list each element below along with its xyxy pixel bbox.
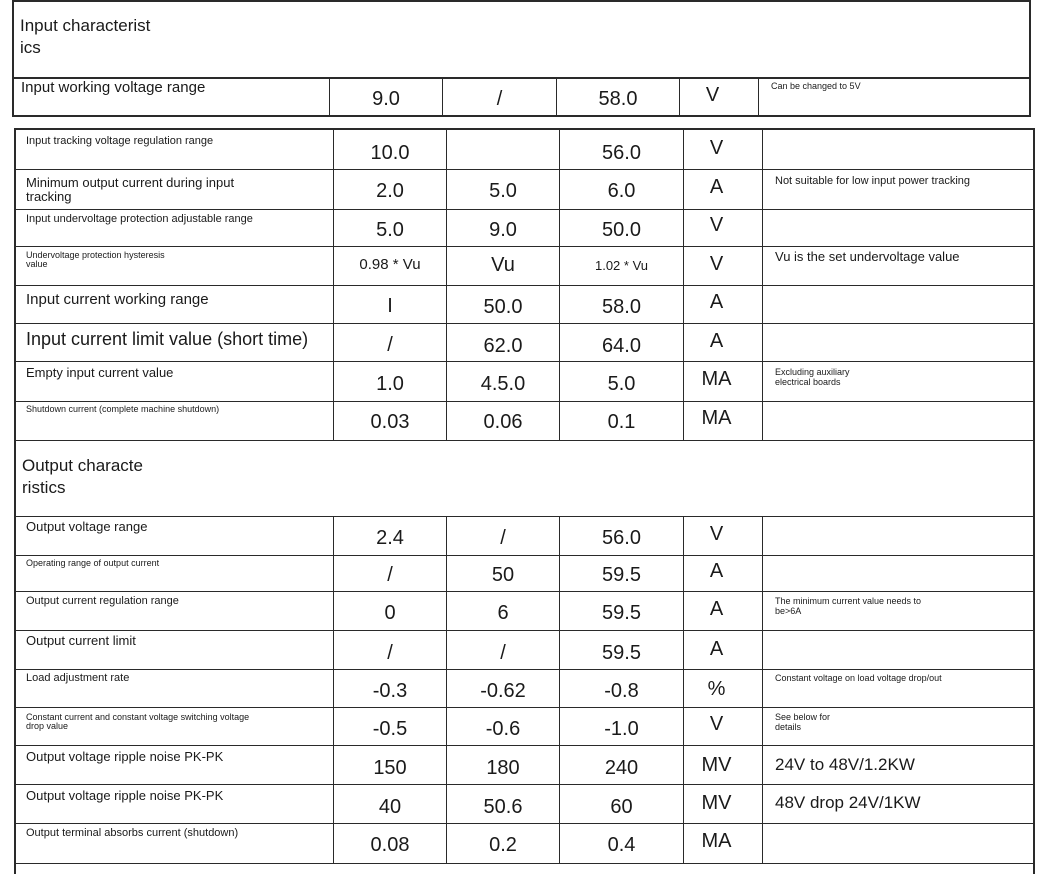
value-typ: Vu [491, 254, 515, 276]
row-label: Empty input current value [26, 365, 174, 380]
row-note: See below for details [775, 712, 831, 733]
row-note: 48V drop 24V/1KW [775, 793, 921, 812]
value-max: 59.5 [602, 564, 641, 586]
value-max: 0.1 [607, 411, 636, 433]
col-5-output [762, 516, 763, 864]
value-min: I [387, 295, 393, 317]
row-label: Output current regulation range [26, 595, 179, 607]
row-divider [14, 285, 1033, 286]
border-right-block2 [1033, 128, 1035, 874]
unit: V [709, 713, 724, 735]
value-max: 240 [604, 757, 639, 779]
value-min: 5.0 [376, 219, 404, 241]
value-max: 5.0 [607, 373, 636, 395]
value-typ: / [496, 88, 503, 110]
row-note: Constant voltage on load voltage drop/out [775, 673, 942, 683]
value-typ: 180 [486, 757, 520, 779]
row-divider [14, 669, 1033, 670]
value-min: 0.08 [370, 834, 410, 856]
border-left-block1 [12, 0, 14, 117]
value-typ: -0.62 [480, 680, 526, 702]
value-min: / [387, 642, 393, 664]
value-max: 1.02 * Vu [594, 258, 648, 273]
row-label: Output voltage ripple noise PK-PK [26, 788, 224, 803]
value-min: 2.0 [376, 180, 404, 202]
col-5-block1 [758, 77, 759, 117]
value-typ: 9.0 [489, 219, 517, 241]
unit: A [709, 291, 724, 313]
row-label: Output terminal absorbs current (shutdown) [26, 827, 239, 839]
value-min: / [387, 334, 393, 356]
unit: V [709, 137, 724, 159]
unit: MA [701, 830, 732, 852]
divider-output-header [14, 516, 1033, 517]
border-left-block2 [14, 128, 16, 874]
row-note: 24V to 48V/1.2KW [775, 755, 915, 774]
value-max: 6.0 [607, 180, 636, 202]
row-divider [14, 863, 1033, 864]
row-divider [14, 440, 1033, 441]
row-divider [14, 555, 1033, 556]
value-typ: 0.2 [489, 834, 517, 856]
value-min: 2.4 [376, 527, 404, 549]
unit: MV [701, 792, 732, 814]
unit: A [709, 638, 724, 660]
row-divider [14, 591, 1033, 592]
value-typ: 5.0 [489, 180, 517, 202]
value-max: 60 [610, 796, 633, 818]
row-label: Output voltage range [26, 519, 148, 534]
value-max: 59.5 [602, 642, 641, 664]
row-label: Input working voltage range [21, 79, 206, 96]
unit: A [709, 330, 724, 352]
row-label: Constant current and constant voltage switching voltage drop value [26, 712, 250, 732]
row-label: Input current limit value (short time) [26, 329, 309, 349]
table-border-top [12, 0, 1030, 2]
row-note: The minimum current value needs to be>6A [775, 596, 922, 617]
unit: MV [701, 754, 732, 776]
value-typ: -0.6 [485, 718, 521, 740]
section-title-input: Input characterist ics [20, 16, 151, 58]
row-divider [14, 246, 1033, 247]
row-note: Excluding auxiliary electrical boards [775, 367, 850, 388]
value-min: 150 [373, 757, 407, 779]
value-max: 0.4 [607, 834, 636, 856]
value-max: 56.0 [602, 527, 641, 549]
unit: A [709, 560, 724, 582]
row-note: Not suitable for low input power tracking [775, 175, 971, 187]
unit: A [709, 176, 724, 198]
unit: MA [701, 368, 732, 390]
value-typ: 4.5.0 [480, 373, 526, 395]
value-max: 58.0 [598, 88, 638, 110]
row-divider [14, 745, 1033, 746]
value-max: -0.8 [604, 680, 639, 702]
row-label: Undervoltage protection hysteresis value [26, 250, 165, 270]
value-typ: 62.0 [483, 335, 523, 357]
value-typ: 50.0 [483, 296, 523, 318]
row-label: Output current limit [26, 633, 136, 648]
row-label: Shutdown current (complete machine shutdown) [26, 404, 220, 414]
row-divider [14, 323, 1033, 324]
value-max: 56.0 [602, 142, 641, 164]
value-max: 59.5 [602, 602, 641, 624]
block2-top [14, 128, 1033, 130]
value-min: -0.3 [372, 680, 408, 702]
value-max: -1.0 [604, 718, 639, 740]
row-divider [14, 401, 1033, 402]
value-min: 0.03 [370, 411, 410, 433]
value-min: 9.0 [372, 88, 400, 110]
row-divider [14, 707, 1033, 708]
row-note: Vu is the set undervoltage value [775, 249, 960, 264]
value-typ: / [500, 527, 506, 549]
value-typ: 50 [491, 564, 515, 586]
divider-block1-bottom [12, 115, 1031, 117]
value-min: 40 [378, 796, 402, 818]
value-min: 0 [384, 602, 396, 624]
value-min: 10.0 [370, 142, 410, 164]
unit: V [705, 84, 720, 106]
value-max: 58.0 [602, 296, 641, 318]
value-typ: 50.6 [483, 796, 523, 818]
row-label: Minimum output current during input tracking [26, 175, 235, 204]
unit: V [709, 523, 724, 545]
unit: MA [701, 407, 732, 429]
unit: V [709, 214, 724, 236]
unit: % [707, 678, 726, 700]
row-divider [14, 361, 1033, 362]
row-divider [14, 784, 1033, 785]
row-divider [14, 169, 1033, 170]
value-min: 1.0 [376, 373, 404, 395]
row-note: Can be changed to 5V [771, 81, 861, 91]
value-min: 0.98 * Vu [359, 256, 421, 273]
value-max: 64.0 [602, 335, 641, 357]
value-min: / [387, 564, 393, 586]
border-right-block1 [1029, 0, 1031, 117]
unit: V [709, 253, 724, 275]
value-typ: / [500, 642, 506, 664]
row-label: Input undervoltage protection adjustable range [26, 213, 253, 225]
row-label: Operating range of output current [26, 558, 160, 568]
row-divider [14, 209, 1033, 210]
row-label: Load adjustment rate [26, 672, 130, 684]
value-max: 50.0 [602, 219, 641, 241]
value-typ: 6 [497, 602, 509, 624]
row-label: Input current working range [26, 291, 209, 308]
section-title-output: Output characte ristics [22, 456, 143, 498]
row-label: Output voltage ripple noise PK-PK [26, 749, 224, 764]
row-divider [14, 630, 1033, 631]
value-typ: 0.06 [483, 411, 523, 433]
row-label: Input tracking voltage regulation range [26, 135, 214, 147]
unit: A [709, 598, 724, 620]
value-min: -0.5 [372, 718, 408, 740]
row-divider [14, 823, 1033, 824]
